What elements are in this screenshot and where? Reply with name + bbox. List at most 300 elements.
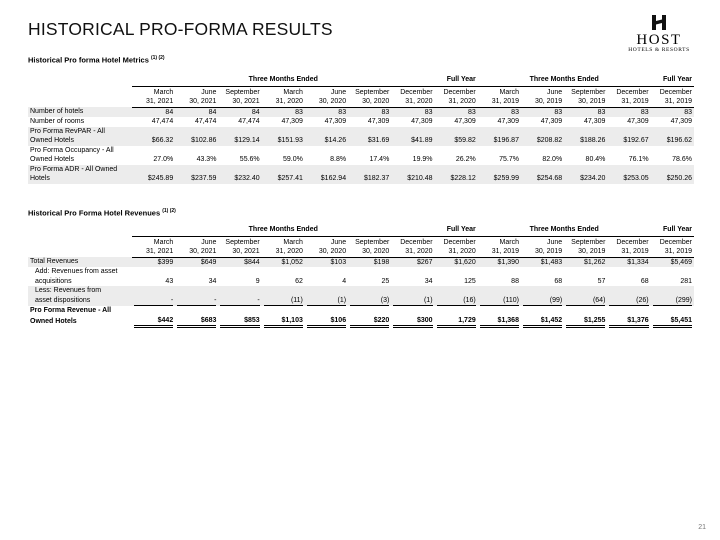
group-three-months-2019: Three Months Ended [478,225,651,236]
value-cell [132,117,175,127]
value-cell [218,277,261,287]
row-spacer-cell [651,146,694,156]
value-cell [564,257,607,267]
row-spacer-cell [607,165,650,175]
row-spacer-cell [435,267,478,277]
value-cell [262,155,305,165]
row-spacer-cell [521,165,564,175]
value-cell [348,296,391,307]
table-row [28,267,694,277]
row-spacer-cell [348,267,391,277]
table-row [28,165,694,175]
value-text: $1,334 [627,258,649,266]
group-header-row [28,75,694,86]
row-spacer-cell [651,165,694,175]
row-spacer-cell [435,165,478,175]
value-text: 59.0% [283,156,303,163]
row-spacer-cell [651,267,694,277]
value-cell [218,155,261,165]
value-cell [175,296,218,307]
value-text: 83 [640,108,649,116]
value-cell [651,257,694,267]
value-text: $5,451 [653,316,692,329]
value-cell [607,107,650,117]
value-cell [564,117,607,127]
value-cell [132,257,175,267]
value-cell [521,155,564,165]
value-cell [262,277,305,287]
value-text: $442 [134,316,173,329]
value-text: $250.26 [666,175,692,182]
column-header-h2: 31, 2019 [478,247,521,257]
value-text: 47,309 [627,118,649,125]
row-spacer-cell [564,267,607,277]
value-text: $198 [373,258,390,266]
value-text: 47,309 [497,118,519,125]
row-label-line2: Owned Hotels [30,156,74,163]
value-cell [391,316,434,329]
value-cell [564,107,607,117]
value-text: $232.40 [234,175,260,182]
value-cell [175,257,218,267]
row-label: Pro Forma RevPAR - All [28,127,132,137]
value-cell [262,296,305,307]
value-cell [435,257,478,267]
value-cell [478,296,521,307]
value-text: 84 [251,108,260,116]
value-text: 27.0% [153,156,174,163]
group-header-row [28,225,694,236]
row-label-line2: Hotels [28,174,132,184]
value-cell [564,277,607,287]
row-spacer-cell [651,286,694,296]
value-cell [175,117,218,127]
row-spacer-cell [651,306,694,316]
row-spacer-cell [478,306,521,316]
column-header-h2: 30, 2020 [305,247,348,257]
value-cell [564,155,607,165]
row-spacer-cell [175,267,218,277]
row-spacer-cell [132,306,175,316]
value-text: $1,390 [497,258,519,266]
table-row [28,127,694,137]
value-cell [478,136,521,146]
value-cell [435,136,478,146]
value-cell [348,136,391,146]
column-header-h1: September [225,238,260,246]
value-text: (26) [609,296,648,307]
value-cell [564,136,607,146]
page-title: HISTORICAL PRO-FORMA RESULTS [28,19,333,39]
value-text: 83 [467,108,476,116]
row-spacer-cell [607,146,650,156]
row-spacer-cell [521,127,564,137]
header-blank-cell [28,236,132,247]
value-cell [435,174,478,184]
page-number: 21 [698,524,706,531]
value-cell [607,155,650,165]
row-spacer-cell [478,165,521,175]
value-cell [435,296,478,307]
value-text: 83 [554,108,563,116]
row-spacer-cell [305,306,348,316]
value-text: $853 [220,316,259,329]
column-header-h2: 31, 2019 [478,97,521,107]
value-text: 47,309 [367,118,390,125]
value-text: 281 [680,277,692,285]
value-cell [391,136,434,146]
value-cell [435,117,478,127]
value-text: $245.89 [147,175,174,182]
row-label: Number of rooms [30,118,85,125]
row-spacer-cell [607,267,650,277]
row-spacer-cell [218,165,261,175]
value-cell [175,277,218,287]
value-cell [218,107,261,117]
header-blank-cell [28,86,132,97]
value-cell [607,257,650,267]
value-cell [262,174,305,184]
column-header-h2: 30, 2019 [564,247,607,257]
value-cell [305,155,348,165]
value-cell [435,155,478,165]
value-text: - [177,296,216,307]
column-header-h1: March [153,238,174,246]
value-cell [651,296,694,307]
revenues-title-text: Historical Pro Forma Hotel Revenues [28,208,161,218]
value-text: 1,729 [437,316,476,329]
value-text: 68 [554,277,563,285]
value-text: (11) [264,296,303,307]
value-cell [478,257,521,267]
value-text: $1,620 [454,258,476,266]
value-text: 84 [165,108,174,116]
row-spacer-cell [435,306,478,316]
value-text: 78.6% [672,156,692,163]
column-header-h1: September [571,238,606,246]
value-text: $300 [393,316,432,329]
row-label-line2: Owned Hotels [30,318,77,325]
value-text: $210.48 [407,175,433,182]
value-text: 25 [381,277,390,285]
table-row-continuation [28,136,694,146]
value-text: 19.9% [412,156,433,163]
value-text: 47,309 [583,118,606,125]
column-header-h2: 31, 2021 [132,247,175,257]
value-text: $31.69 [367,137,390,144]
row-spacer-cell [564,165,607,175]
column-header-h1: September [571,88,606,96]
value-text: (110) [480,296,519,307]
value-cell [651,277,694,287]
row-spacer-cell [218,127,261,137]
group-full-year-2019: Full Year [651,75,694,86]
value-text: 83 [424,108,433,116]
column-header-h2: 30, 2021 [218,247,261,257]
value-text: $14.26 [324,137,347,144]
value-cell [521,316,564,329]
row-spacer-cell [305,127,348,137]
value-cell [262,316,305,329]
value-text: $228.12 [450,175,476,182]
row-spacer-cell [175,146,218,156]
table-row [28,257,694,267]
table-row-continuation [28,296,694,307]
logo-name: HOST [636,32,682,48]
value-cell [175,174,218,184]
value-cell [391,155,434,165]
value-text: $683 [177,316,216,329]
value-text: $220 [350,316,389,329]
value-cell [391,117,434,127]
column-header-row-h2 [28,247,694,257]
row-label-line2: asset dispositions [28,296,132,307]
value-text: 125 [464,277,476,285]
value-cell [564,174,607,184]
value-text: 47,309 [670,118,692,125]
value-cell [607,136,650,146]
value-cell [435,107,478,117]
value-cell [132,155,175,165]
value-text: 9 [255,277,260,285]
value-cell [305,257,348,267]
value-text: - [220,296,259,307]
value-text: $1,376 [609,316,648,329]
row-spacer-cell [132,146,175,156]
value-text: 43 [165,277,174,285]
value-cell [478,117,521,127]
row-spacer-cell [435,286,478,296]
row-spacer-cell [348,127,391,137]
row-spacer-cell [564,127,607,137]
value-text: $5,469 [670,258,692,266]
company-logo [626,14,692,54]
row-spacer-cell [132,127,175,137]
header-blank-cell [28,75,132,86]
table-row [28,107,694,117]
value-text: (99) [523,296,562,307]
row-spacer-cell [391,146,434,156]
column-header-h2: 31, 2019 [651,247,694,257]
value-cell [175,136,218,146]
row-spacer-cell [262,146,305,156]
value-cell [521,107,564,117]
value-cell [175,155,218,165]
column-header-h2: 31, 2019 [607,97,650,107]
row-spacer-cell [564,286,607,296]
row-spacer-cell [305,286,348,296]
column-header-h1: June [330,238,347,246]
logo-subtitle: HOTELS & RESORTS [628,47,690,53]
column-header-h2: 31, 2019 [607,247,650,257]
value-text: 82.0% [542,156,563,163]
row-spacer-cell [348,286,391,296]
value-cell [132,174,175,184]
value-cell [607,316,650,329]
group-three-months-2021-2020: Three Months Ended [132,225,435,236]
value-text: 34 [424,277,433,285]
row-label-line2: acquisitions [35,277,72,285]
value-text: 62 [295,277,303,285]
value-cell [262,136,305,146]
value-text: 4 [342,277,347,285]
row-spacer-cell [478,267,521,277]
table-row [28,306,694,316]
value-text: 57 [597,277,606,285]
header-blank-cell [28,97,132,107]
value-cell [305,277,348,287]
value-text: 83 [597,108,606,116]
value-text: $192.67 [623,137,649,144]
value-text: 26.2% [455,156,476,163]
value-cell [132,296,175,307]
table-row-continuation [28,277,694,287]
row-spacer-cell [564,146,607,156]
value-cell [651,174,694,184]
value-text: $66.32 [151,137,174,144]
group-full-year-2020: Full Year [435,75,478,86]
row-spacer-cell [305,146,348,156]
column-header-h1: December [659,238,692,246]
row-spacer-cell [478,146,521,156]
value-text: 76.1% [628,156,649,163]
row-spacer-cell [391,286,434,296]
column-header-h2: 30, 2021 [175,97,218,107]
value-text: $234.20 [580,175,606,182]
table-row [28,146,694,156]
value-cell [391,277,434,287]
row-spacer-cell [478,127,521,137]
column-header-h2: 31, 2021 [132,97,175,107]
value-text: $1,368 [480,316,519,329]
column-header-h1: September [355,238,390,246]
group-three-months-2019: Three Months Ended [478,75,651,86]
value-text: (16) [437,296,476,307]
row-spacer-cell [305,267,348,277]
value-text: $59.82 [454,137,476,144]
value-cell [305,316,348,329]
metrics-section-title [28,55,165,65]
group-full-year-2019: Full Year [651,225,694,236]
metrics-footnote: (1) (2) [150,55,165,61]
value-cell [564,316,607,329]
header-blank-cell [28,247,132,257]
value-cell [305,174,348,184]
value-text: $1,255 [566,316,605,329]
row-spacer-cell [132,286,175,296]
value-text: 84 [208,108,217,116]
value-text: $151.93 [277,137,303,144]
group-three-months-2021-2020: Three Months Ended [132,75,435,86]
value-text: $649 [200,258,217,266]
row-spacer-cell [391,165,434,175]
value-text: $188.26 [580,137,606,144]
value-cell [305,136,348,146]
row-spacer-cell [391,306,434,316]
row-spacer-cell [435,127,478,137]
value-text: $259.99 [493,175,519,182]
column-header-h2: 31, 2020 [435,97,478,107]
value-text: (3) [350,296,389,307]
column-header-h1: September [225,88,260,96]
row-spacer-cell [651,127,694,137]
table-row [28,286,694,296]
row-label: Add: Revenues from asset [35,268,118,275]
row-label: Pro Forma Occupancy - All [30,146,114,154]
column-header-h1: March [499,238,519,246]
value-cell [348,316,391,329]
value-cell [391,257,434,267]
column-header-h2: 31, 2020 [262,247,305,257]
row-spacer-cell [262,165,305,175]
value-cell [305,117,348,127]
value-text: $103 [330,258,347,266]
value-text: $254.68 [536,175,563,182]
column-header-h2: 30, 2020 [348,247,391,257]
value-text: 17.4% [369,156,390,163]
row-label: Total Revenues [28,257,132,267]
revenues-section-title [28,208,176,218]
row-spacer-cell [521,286,564,296]
value-text: $196.87 [493,137,519,144]
value-cell [132,316,175,329]
column-header-h1: March [283,88,303,96]
column-header-row-h2 [28,97,694,107]
row-spacer-cell [175,127,218,137]
value-text: (1) [307,296,346,307]
value-text: $102.86 [191,137,217,144]
value-cell [607,296,650,307]
value-text: (1) [393,296,432,307]
value-text: $1,103 [264,316,303,329]
column-header-h1: December [443,88,476,96]
value-text: 83 [338,108,347,116]
value-cell [478,174,521,184]
value-text: 47,309 [411,118,433,125]
value-cell [607,277,650,287]
table-row-continuation [28,316,694,329]
value-text: $399 [157,258,174,266]
value-text: $257.41 [277,175,303,182]
value-cell [391,174,434,184]
value-cell [521,296,564,307]
row-spacer-cell [607,306,650,316]
value-cell [348,174,391,184]
value-cell [651,316,694,329]
value-cell [218,316,261,329]
value-cell [348,257,391,267]
value-cell [262,117,305,127]
value-text: $106 [307,316,346,329]
host-h-logo-icon [652,14,666,31]
value-text: 88 [511,277,519,285]
row-spacer-cell [262,127,305,137]
column-header-h2: 30, 2020 [348,97,391,107]
column-header-row-h1 [28,86,694,97]
value-text: $844 [244,258,260,266]
value-text: (64) [566,296,605,307]
value-cell [348,107,391,117]
value-text: 47,309 [540,118,563,125]
value-cell [218,136,261,146]
row-spacer-cell [521,306,564,316]
value-text: 47,474 [195,118,217,125]
value-text: $253.05 [623,175,649,182]
column-header-h2: 31, 2020 [391,97,434,107]
value-cell [218,117,261,127]
value-cell [651,155,694,165]
column-header-h1: June [330,88,347,96]
